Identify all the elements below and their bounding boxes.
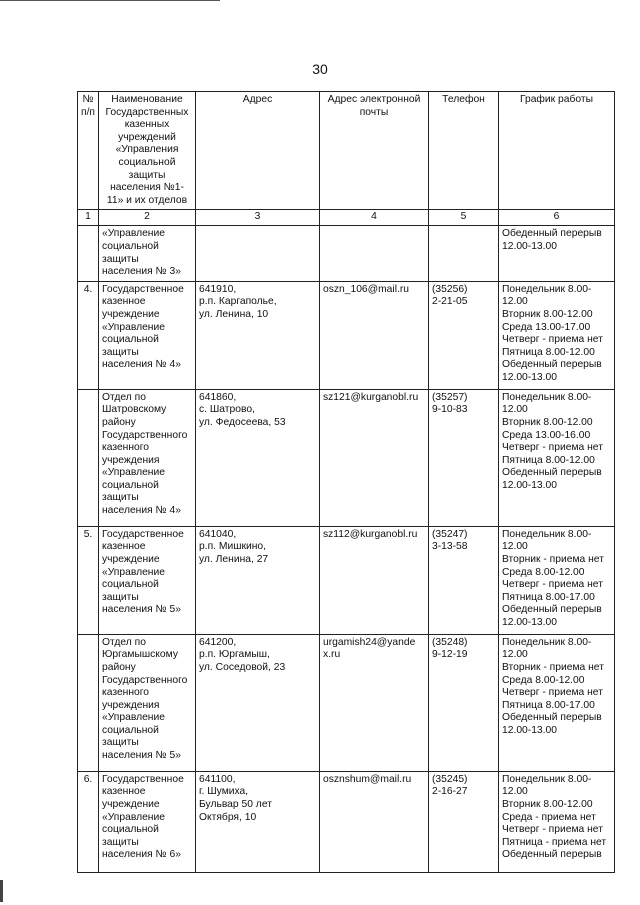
address-cell: 641040, р.п. Мишкино, ул. Ленина, 27 — [196, 526, 320, 634]
row-num — [78, 226, 99, 281]
offices-table — [77, 91, 615, 873]
institution-name: Отдел по Юргамышскому району Государственного казенного учреждения «Управление социальной защиты населения № 5» — [99, 634, 196, 771]
email-cell: urgamish24@yande x.ru — [320, 634, 429, 771]
col-number: 3 — [196, 210, 320, 226]
institution-name: Государственное казенное учреждение «Управление социальной защиты населения № 4» — [99, 281, 196, 389]
schedule-cell: Понедельник 8.00- 12.00 Вторник - приема нет Среда 8.00-12.00 Четверг - приема нет Пятница 8.00-17.00 Обеденный перерыв 12.00-13.00 — [499, 526, 615, 634]
header-schedule: График работы — [499, 92, 615, 210]
institution-name: Отдел по Шатровскому району Государственного казенного учреждения «Управление социальной защиты населения № 4» — [99, 389, 196, 526]
schedule-cell: Обеденный перерыв 12.00-13.00 — [499, 226, 615, 281]
header-address: Адрес — [196, 92, 320, 210]
row-num: 6. — [78, 771, 99, 872]
phone-cell: (35247) 3-13-58 — [429, 526, 499, 634]
phone-cell: (35257) 9-10-83 — [429, 389, 499, 526]
row-num: 5. — [78, 526, 99, 634]
top-rule — [0, 0, 220, 1]
page-number: 30 — [312, 61, 328, 77]
col-number: 2 — [99, 210, 196, 226]
schedule-cell: Понедельник 8.00- 12.00 Вторник 8.00-12.00 Среда 13.00-16.00 Четверг - приема нет Пятница 8.00-12.00 Обеденный перерыв 12.00-13.00 — [499, 389, 615, 526]
email-cell: osznshum@mail.ru — [320, 771, 429, 872]
table-row — [78, 389, 615, 526]
address-cell — [196, 226, 320, 281]
table-row — [78, 226, 615, 281]
col-number: 5 — [429, 210, 499, 226]
institution-name: «Управление социальной защиты населения № 3» — [99, 226, 196, 281]
header-row — [78, 92, 615, 210]
phone-cell — [429, 226, 499, 281]
email-cell: sz121@kurganobl.ru — [320, 389, 429, 526]
table-row — [78, 634, 615, 771]
header-name: Наименование Государственных казенных учреждений «Управления социальной защиты населения №1- 11» и их отделов — [99, 92, 196, 210]
table-row — [78, 281, 615, 389]
schedule-cell: Понедельник 8.00- 12.00 Вторник 8.00-12.00 Среда - приема нет Четверг - приема нет Пятница - приема нет Обеденный перерыв — [499, 771, 615, 872]
phone-cell: (35245) 2-16-27 — [429, 771, 499, 872]
address-cell: 641860, с. Шатрово, ул. Федосеева, 53 — [196, 389, 320, 526]
schedule-cell: Понедельник 8.00- 12.00 Вторник - приема нет Среда 8.00-12.00 Четверг - приема нет Пятница 8.00-17.00 Обеденный перерыв 12.00-13.00 — [499, 634, 615, 771]
row-num: 4. — [78, 281, 99, 389]
table-row — [78, 771, 615, 872]
col-number: 4 — [320, 210, 429, 226]
header-email: Адрес электронной почты — [320, 92, 429, 210]
address-cell: 641200, р.п. Юргамыш, ул. Соседовой, 23 — [196, 634, 320, 771]
email-cell: oszn_106@mail.ru — [320, 281, 429, 389]
address-cell: 641100, г. Шумиха, Бульвар 50 лет Октября, 10 — [196, 771, 320, 872]
phone-cell: (35248) 9-12-19 — [429, 634, 499, 771]
schedule-cell: Понедельник 8.00- 12.00 Вторник 8.00-12.00 Среда 13.00-17.00 Четверг - приема нет Пятница 8.00-12.00 Обеденный перерыв 12.00-13.00 — [499, 281, 615, 389]
row-num — [78, 634, 99, 771]
phone-cell: (35256) 2-21-05 — [429, 281, 499, 389]
email-cell: sz112@kurganobl.ru — [320, 526, 429, 634]
header-num: № п/п — [78, 92, 99, 210]
institution-name: Государственное казенное учреждение «Управление социальной защиты населения № 6» — [99, 771, 196, 872]
header-phone: Телефон — [429, 92, 499, 210]
scan-margin-mark — [0, 880, 3, 902]
col-number: 1 — [78, 210, 99, 226]
address-cell: 641910, р.п. Каргаполье, ул. Ленина, 10 — [196, 281, 320, 389]
column-number-row — [78, 210, 615, 226]
table-row — [78, 526, 615, 634]
institution-name: Государственное казенное учреждение «Управление социальной защиты населения № 5» — [99, 526, 196, 634]
col-number: 6 — [499, 210, 615, 226]
row-num — [78, 389, 99, 526]
email-cell — [320, 226, 429, 281]
